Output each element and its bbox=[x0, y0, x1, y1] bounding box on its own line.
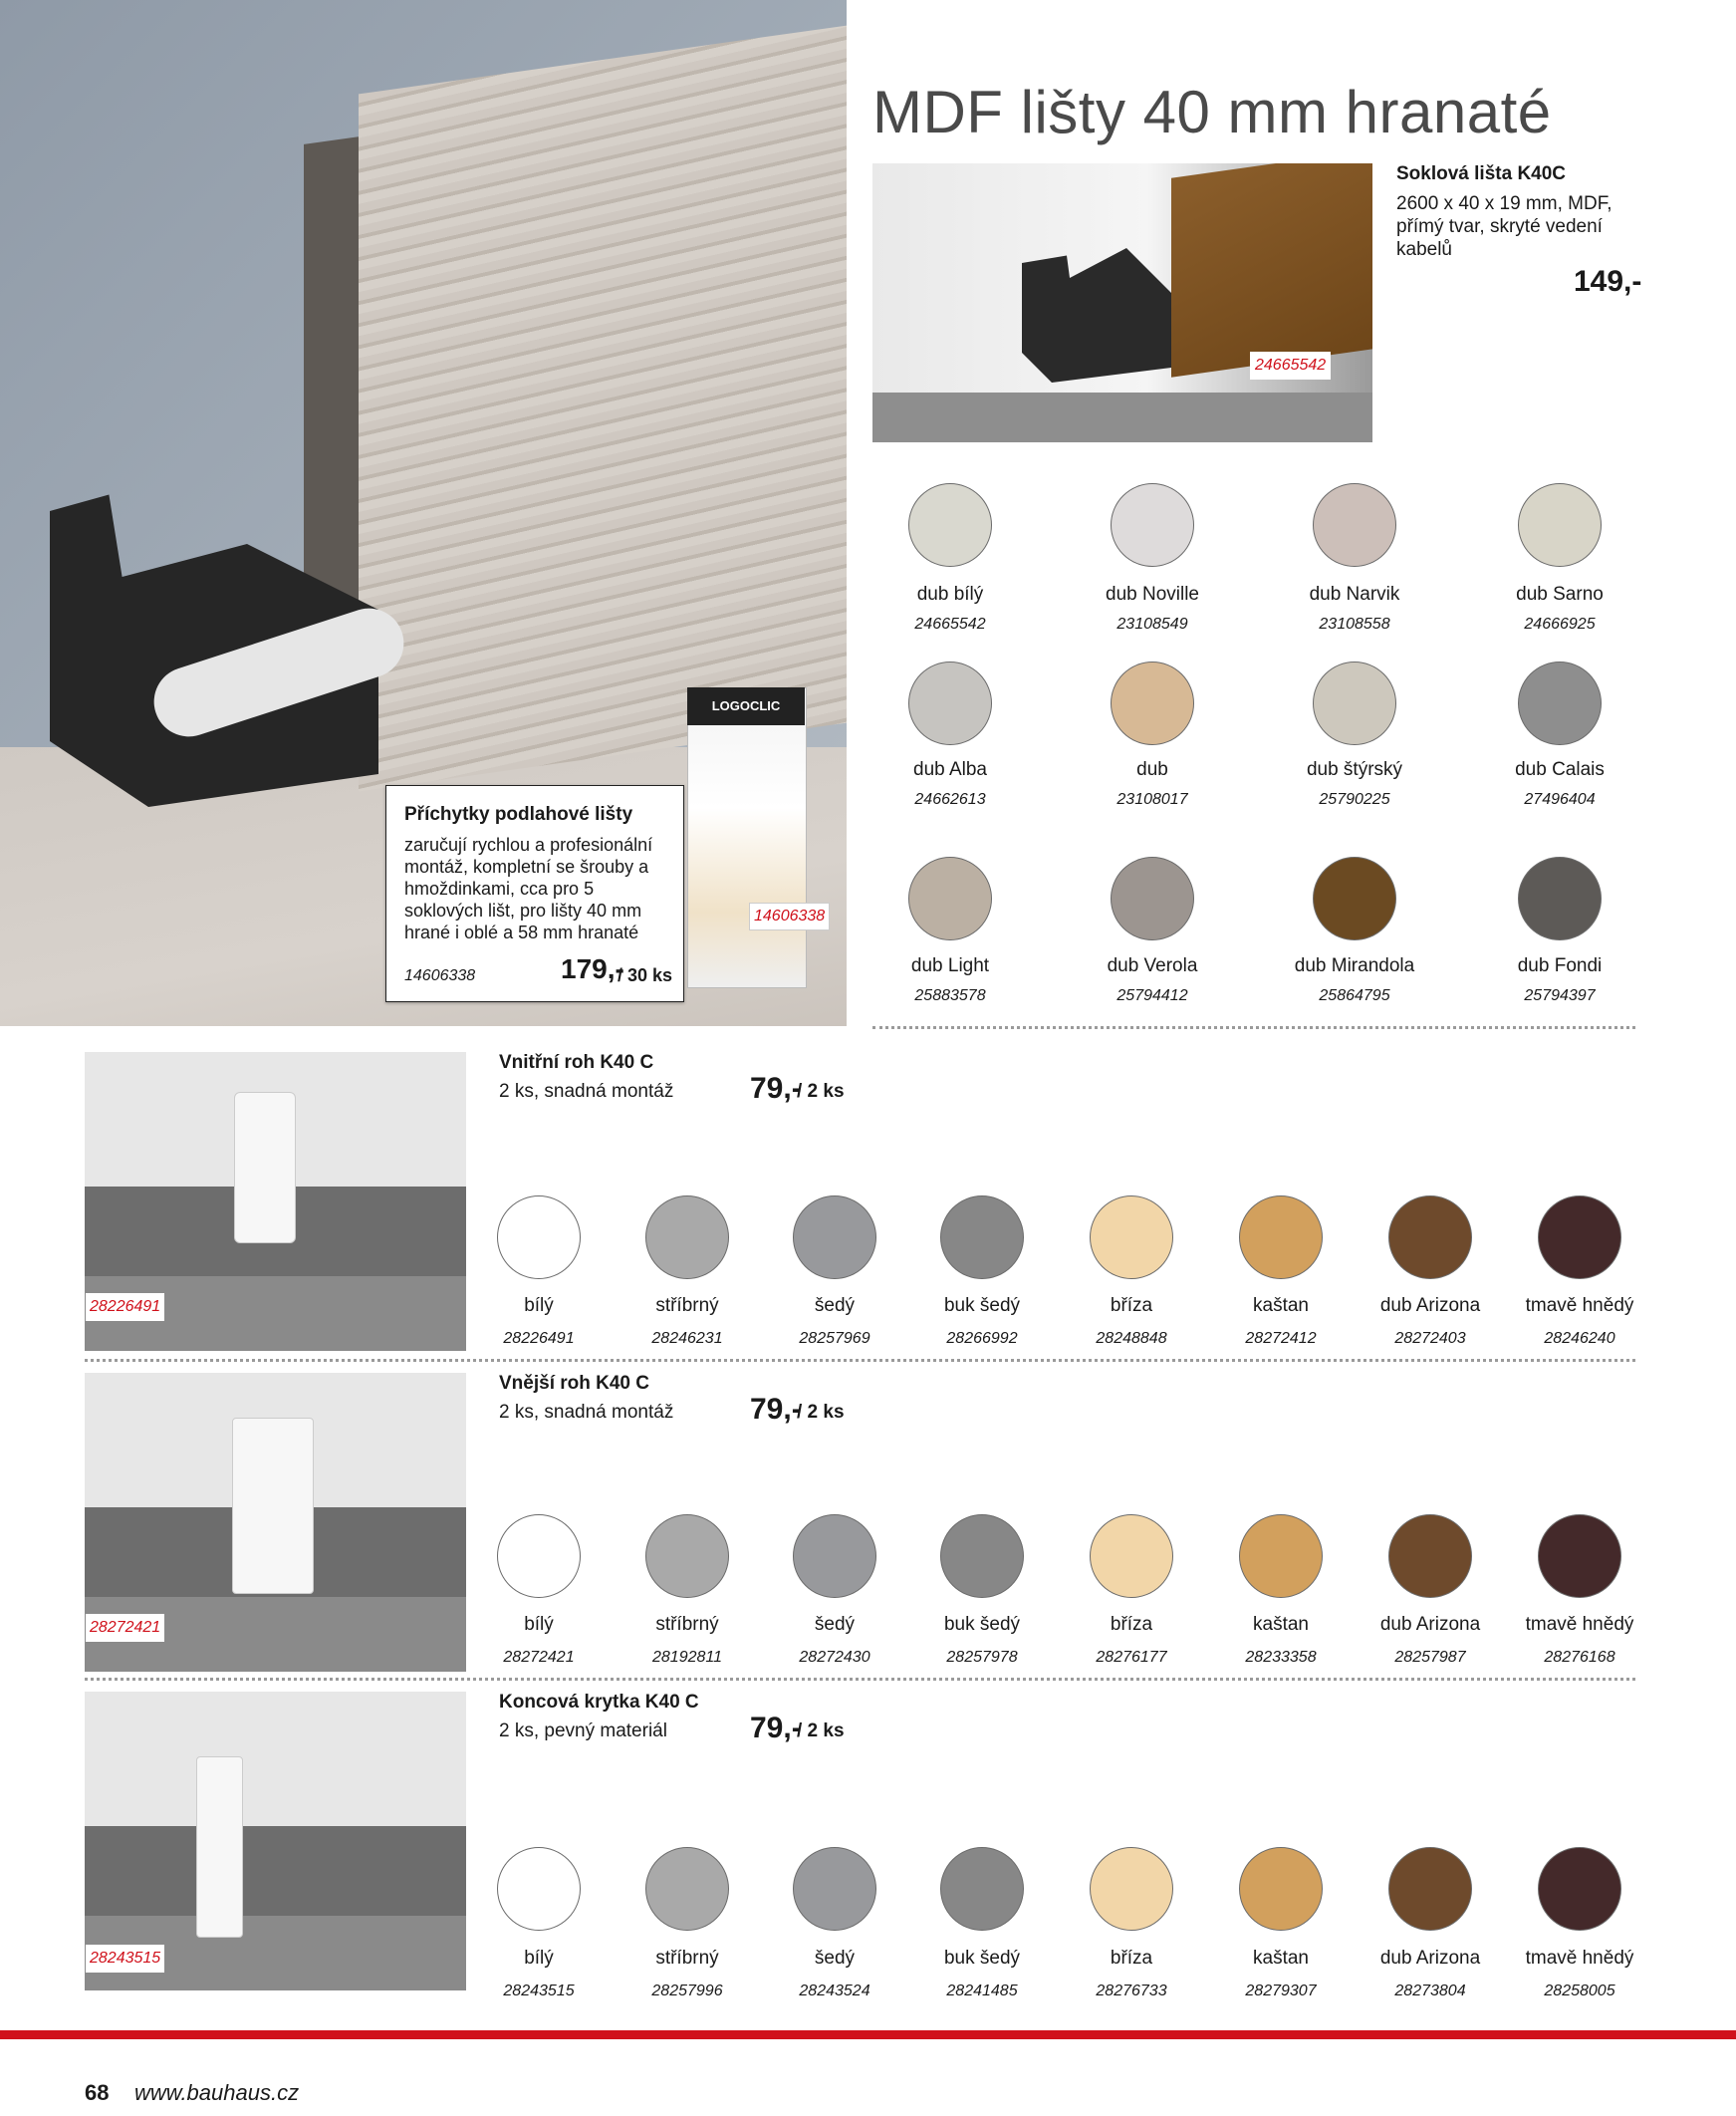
separator-2 bbox=[85, 1359, 1635, 1362]
accessory-color-name: bílý bbox=[524, 1614, 554, 1635]
accessory-swatch bbox=[1538, 1847, 1621, 1931]
accessory-color-code: 28273804 bbox=[1394, 1983, 1466, 1999]
accessory-title: Vnitřní roh K40 C bbox=[499, 1052, 654, 1073]
accessory-color-name: stříbrný bbox=[655, 1295, 719, 1316]
accessory-description: 2 ks, snadná montáž bbox=[499, 1081, 674, 1102]
accessory-color-code: 28226491 bbox=[503, 1330, 575, 1347]
accessory-swatch bbox=[1239, 1195, 1323, 1279]
accessory-color-name: dub Arizona bbox=[1379, 1948, 1481, 1969]
skirting-swatch bbox=[1518, 857, 1602, 940]
accessory-color-name: bříza bbox=[1110, 1295, 1153, 1316]
clips-unit: / 30 ks bbox=[618, 965, 673, 985]
skirting-swatch bbox=[1111, 483, 1194, 567]
skirting-color-name: dub Sarno bbox=[1516, 584, 1604, 605]
accessory-unit: / 2 ks bbox=[797, 1402, 845, 1423]
accessory-color-name: buk šedý bbox=[943, 1295, 1021, 1316]
accessory-color-code: 28276177 bbox=[1096, 1649, 1167, 1666]
accessory-title: Vnější roh K40 C bbox=[499, 1373, 649, 1394]
skirting-swatch bbox=[908, 661, 992, 745]
accessory-color-name: buk šedý bbox=[943, 1614, 1021, 1635]
outer-corner-cap bbox=[232, 1418, 314, 1594]
skirting-color-code: 25883578 bbox=[914, 987, 986, 1004]
accessory-color-code: 28192811 bbox=[652, 1649, 722, 1666]
skirting-swatch bbox=[1111, 857, 1194, 940]
skirting-color-name: dub Calais bbox=[1515, 759, 1605, 780]
clips-price: 179,- bbox=[561, 953, 624, 984]
accessory-color-name: bílý bbox=[524, 1295, 554, 1316]
accessory-swatch bbox=[793, 1195, 876, 1279]
skirting-color-name: dub bílý bbox=[916, 584, 984, 605]
accessory-image-code: 28272421 bbox=[86, 1614, 164, 1642]
skirting-swatch bbox=[1313, 661, 1396, 745]
hero-board bbox=[359, 26, 847, 792]
footer-bar bbox=[0, 2030, 1736, 2039]
accessory-color-name: dub Arizona bbox=[1379, 1295, 1481, 1316]
accessory-color-name: kaštan bbox=[1253, 1295, 1309, 1316]
skirting-title: Soklová lišta K40C bbox=[1396, 163, 1567, 184]
accessory-swatch bbox=[497, 1847, 581, 1931]
accessory-color-code: 28258005 bbox=[1544, 1983, 1615, 1999]
accessory-swatch bbox=[1388, 1514, 1472, 1598]
accessory-swatch bbox=[940, 1195, 1024, 1279]
accessory-color-name: dub Arizona bbox=[1379, 1614, 1481, 1635]
website-link[interactable]: www.bauhaus.cz bbox=[134, 2080, 300, 2105]
accessory-unit: / 2 ks bbox=[797, 1081, 845, 1102]
accessory-color-name: stříbrný bbox=[655, 1614, 719, 1635]
accessory-color-code: 28243515 bbox=[503, 1983, 575, 1999]
skirting-color-name: dub Verola bbox=[1107, 955, 1198, 976]
accessory-color-code: 28272403 bbox=[1394, 1330, 1466, 1347]
accessory-swatch bbox=[940, 1847, 1024, 1931]
accessory-swatch bbox=[645, 1195, 729, 1279]
skirting-color-code: 25864795 bbox=[1319, 987, 1390, 1004]
accessory-color-code: 28257969 bbox=[799, 1330, 870, 1347]
accessory-color-code: 28233358 bbox=[1245, 1649, 1317, 1666]
accessory-color-code: 28279307 bbox=[1245, 1983, 1317, 1999]
accessory-color-name: tmavě hnědý bbox=[1525, 1614, 1634, 1635]
skirting-swatch bbox=[1111, 661, 1194, 745]
skirting-color-name: dub Noville bbox=[1106, 584, 1199, 605]
accessory-swatch bbox=[1538, 1195, 1621, 1279]
inner-corner-cap bbox=[234, 1092, 296, 1243]
accessory-color-name: šedý bbox=[814, 1948, 856, 1969]
skirting-swatch bbox=[1313, 483, 1396, 567]
skirting-swatch bbox=[1518, 661, 1602, 745]
accessory-unit: / 2 ks bbox=[797, 1720, 845, 1741]
end-cap-wall bbox=[85, 1692, 466, 1826]
accessory-swatch bbox=[1090, 1195, 1173, 1279]
accessory-title: Koncová krytka K40 C bbox=[499, 1692, 699, 1713]
skirting-color-code: 24666925 bbox=[1524, 616, 1596, 633]
accessory-swatch bbox=[497, 1195, 581, 1279]
accessory-color-code: 28246240 bbox=[1544, 1330, 1615, 1347]
accessory-color-name: bříza bbox=[1110, 1948, 1153, 1969]
clips-code: 14606338 bbox=[404, 967, 476, 984]
accessory-color-name: stříbrný bbox=[655, 1948, 719, 1969]
accessory-color-code: 28243524 bbox=[799, 1983, 870, 1999]
accessory-swatch bbox=[1090, 1847, 1173, 1931]
accessory-color-name: tmavě hnědý bbox=[1525, 1295, 1634, 1316]
end-cap-cap bbox=[196, 1756, 243, 1938]
accessory-price: 79,- bbox=[750, 1393, 802, 1426]
skirting-color-code: 24662613 bbox=[914, 791, 986, 808]
accessory-color-code: 28272430 bbox=[799, 1649, 870, 1666]
accessory-price: 79,- bbox=[750, 1712, 802, 1744]
skirting-color-name: dub štýrský bbox=[1306, 759, 1403, 780]
accessory-color-code: 28272421 bbox=[503, 1649, 575, 1666]
skirting-color-name: dub Mirandola bbox=[1294, 955, 1415, 976]
accessory-swatch bbox=[1538, 1514, 1621, 1598]
skirting-image bbox=[872, 163, 1372, 442]
accessory-color-name: šedý bbox=[814, 1295, 856, 1316]
accessory-swatch bbox=[1090, 1514, 1173, 1598]
accessory-image-code: 28226491 bbox=[86, 1293, 164, 1321]
accessory-swatch bbox=[1239, 1847, 1323, 1931]
clips-callout bbox=[385, 785, 684, 1002]
skirting-image-clip bbox=[1022, 233, 1171, 383]
accessory-color-code: 28248848 bbox=[1096, 1330, 1167, 1347]
accessory-color-code: 28257996 bbox=[651, 1983, 723, 1999]
skirting-swatch bbox=[1313, 857, 1396, 940]
accessory-swatch bbox=[1388, 1847, 1472, 1931]
accessory-color-code: 28276168 bbox=[1544, 1649, 1615, 1666]
accessory-color-code: 28246231 bbox=[651, 1330, 723, 1347]
accessory-color-name: šedý bbox=[814, 1614, 856, 1635]
clips-pack-code: 14606338 bbox=[749, 903, 830, 930]
skirting-color-name: dub Alba bbox=[913, 759, 987, 780]
skirting-color-code: 27496404 bbox=[1524, 791, 1596, 808]
skirting-image-board bbox=[1171, 163, 1372, 378]
accessory-swatch bbox=[1239, 1514, 1323, 1598]
separator-1 bbox=[872, 1026, 1635, 1029]
accessory-swatch bbox=[645, 1847, 729, 1931]
clips-pack-label: LOGOCLIC bbox=[687, 687, 805, 725]
clips-title: Příchytky podlahové lišty bbox=[404, 804, 633, 825]
accessory-swatch bbox=[497, 1514, 581, 1598]
skirting-description: 2600 x 40 x 19 mm, MDF, přímý tvar, skryté vedení kabelů bbox=[1396, 193, 1612, 260]
skirting-color-name: dub Narvik bbox=[1309, 584, 1400, 605]
accessory-color-name: bříza bbox=[1110, 1614, 1153, 1635]
skirting-color-name: dub bbox=[1136, 759, 1168, 780]
accessory-color-name: kaštan bbox=[1253, 1614, 1309, 1635]
accessory-price: 79,- bbox=[750, 1072, 802, 1105]
accessory-color-code: 28266992 bbox=[946, 1330, 1018, 1347]
skirting-color-name: dub Fondi bbox=[1517, 955, 1603, 976]
skirting-color-code: 25794397 bbox=[1524, 987, 1596, 1004]
skirting-color-code: 23108017 bbox=[1116, 791, 1188, 808]
accessory-color-code: 28241485 bbox=[946, 1983, 1018, 1999]
accessory-color-code: 28276733 bbox=[1096, 1983, 1167, 1999]
skirting-price: 149,- bbox=[1574, 265, 1642, 298]
accessory-swatch bbox=[645, 1514, 729, 1598]
accessory-color-code: 28272412 bbox=[1245, 1330, 1317, 1347]
clips-pack-image bbox=[687, 687, 807, 988]
separator-3 bbox=[85, 1678, 1635, 1681]
skirting-color-code: 24665542 bbox=[914, 616, 986, 633]
skirting-swatch bbox=[1518, 483, 1602, 567]
accessory-color-code: 28257978 bbox=[946, 1649, 1018, 1666]
skirting-color-code: 23108549 bbox=[1116, 616, 1188, 633]
skirting-color-name: dub Light bbox=[910, 955, 990, 976]
accessory-color-code: 28257987 bbox=[1394, 1649, 1466, 1666]
skirting-swatch bbox=[908, 857, 992, 940]
accessory-color-name: buk šedý bbox=[943, 1948, 1021, 1969]
page-number: 68 bbox=[85, 2080, 110, 2105]
accessory-swatch bbox=[1388, 1195, 1472, 1279]
accessory-color-name: tmavě hnědý bbox=[1525, 1948, 1634, 1969]
clips-description: zaručují rychlou a profesionální montáž, kompletní se šrouby a hmoždinkami, cca pro 5 soklových lišt, pro lišty 40 mm hrané i oblé a 58 mm hranaté bbox=[404, 835, 653, 942]
accessory-swatch bbox=[793, 1514, 876, 1598]
accessory-swatch bbox=[940, 1514, 1024, 1598]
accessory-description: 2 ks, snadná montáž bbox=[499, 1402, 674, 1423]
skirting-color-code: 25790225 bbox=[1319, 791, 1390, 808]
accessory-description: 2 ks, pevný materiál bbox=[499, 1720, 667, 1741]
skirting-color-code: 25794412 bbox=[1116, 987, 1188, 1004]
skirting-image-floor bbox=[872, 393, 1372, 442]
skirting-color-code: 23108558 bbox=[1319, 616, 1390, 633]
skirting-swatch bbox=[908, 483, 992, 567]
accessory-color-name: kaštan bbox=[1253, 1948, 1309, 1969]
accessory-image-code: 28243515 bbox=[86, 1945, 164, 1973]
accessory-swatch bbox=[793, 1847, 876, 1931]
accessory-color-name: bílý bbox=[524, 1948, 554, 1969]
page-title: MDF lišty 40 mm hranaté bbox=[872, 79, 1552, 145]
skirting-image-code: 24665542 bbox=[1250, 352, 1331, 380]
